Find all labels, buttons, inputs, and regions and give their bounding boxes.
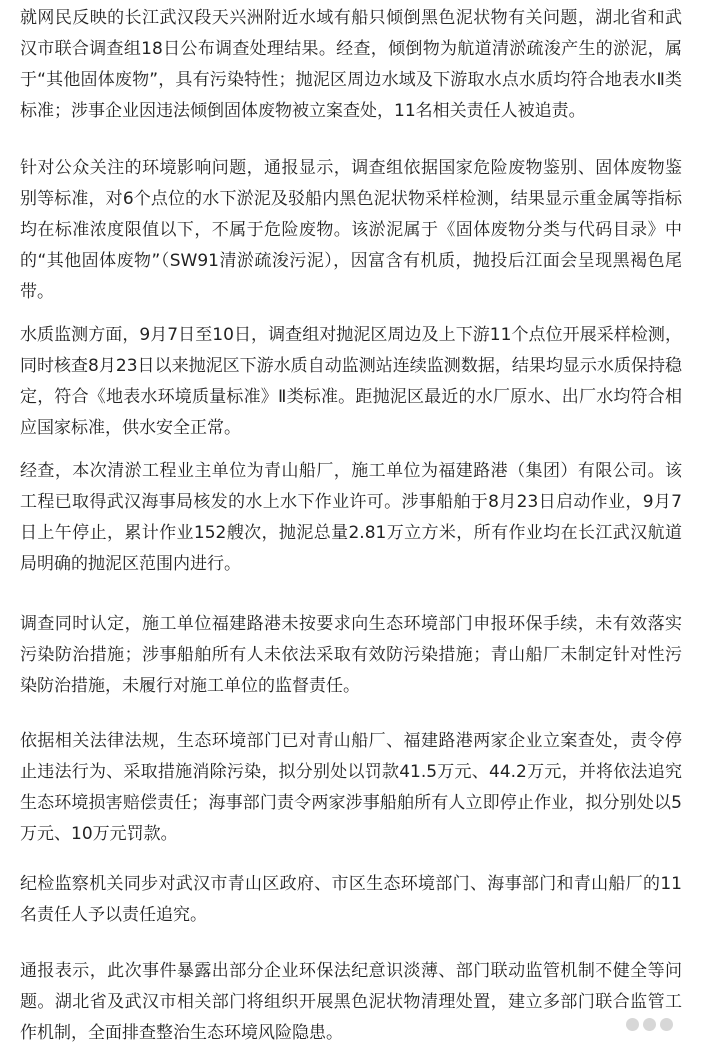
watermark-dots-icon	[626, 1018, 673, 1031]
watermark-dot	[626, 1018, 639, 1031]
paragraph-environmental-impact: 针对公众关注的环境影响问题，通报显示，调查组依据国家危险废物鉴别、固体废物鉴别等标准，对6个点位的水下淤泥及驳船内黑色泥状物采样检测，结果显示重金属等指标均在标准浓度限值以下，不属于危险废物。该淤泥属于《固体废物分类与代码目录》中的“其他固体废物”（SW91清淤疏浚污泥），因富含有机质，抛投后江面会呈现黑褐色尾带。	[20, 158, 682, 302]
paragraph-project-details: 经查，本次清淤工程业主单位为青山船厂，施工单位为福建路港（集团）有限公司。该工程已取得武汉海事局核发的水上水下作业许可。涉事船舶于8月23日启动作业，9月7日上午停止，累计作业152艘次，抛泥总量2.81万立方米，所有作业均在长江武汉航道局明确的抛泥区范围内进行。	[20, 461, 682, 574]
watermark-dot	[643, 1018, 656, 1031]
paragraph-accountability: 纪检监察机关同步对武汉市青山区政府、市区生态环境部门、海事部门和青山船厂的11名责任人予以责任追究。	[20, 874, 682, 925]
watermark-dot	[660, 1018, 673, 1031]
paragraph-responsibility-findings: 调查同时认定，施工单位福建路港未按要求向生态环境部门申报环保手续，未有效落实污染防治措施；涉事船舶所有人未依法采取有效防污染措施；青山船厂未制定针对性污染防治措施，未履行对施工单位的监督责任。	[20, 614, 682, 696]
paragraph-penalties: 依据相关法律法规，生态环境部门已对青山船厂、福建路港两家企业立案查处，责令停止违法行为、采取措施消除污染，拟分别处以罚款41.5万元、44.2万元，并将依法追究生态环境损害赔偿责任；海事部门责令两家涉事船舶所有人立即停止作业，拟分别处以5万元、10万元罚款。	[20, 731, 682, 844]
paragraph-conclusion: 通报表示，此次事件暴露出部分企业环保法纪意识淡薄、部门联动监管机制不健全等问题。湖北省及武汉市相关部门将组织开展黑色泥状物清理处置，建立多部门联合监管工作机制，全面排查整治生态环境风险隐患。	[20, 961, 682, 1043]
paragraph-investigation-summary: 就网民反映的长江武汉段天兴洲附近水域有船只倾倒黑色泥状物有关问题，湖北省和武汉市联合调查组18日公布调查处理结果。经查，倾倒物为航道清淤疏浚产生的淤泥，属于“其他固体废物”，具有污染特性；抛泥区周边水域及下游取水点水质均符合地表水Ⅱ类标准；涉事企业因违法倾倒固体废物被立案查处，11名相关责任人被追责。	[20, 8, 682, 121]
paragraph-water-quality: 水质监测方面，9月7日至10日，调查组对抛泥区周边及上下游11个点位开展采样检测，同时核查8月23日以来抛泥区下游水质自动监测站连续监测数据，结果均显示水质保持稳定，符合《地表水环境质量标准》Ⅱ类标准。距抛泥区最近的水厂原水、出厂水均符合相应国家标准，供水安全正常。	[20, 325, 682, 438]
